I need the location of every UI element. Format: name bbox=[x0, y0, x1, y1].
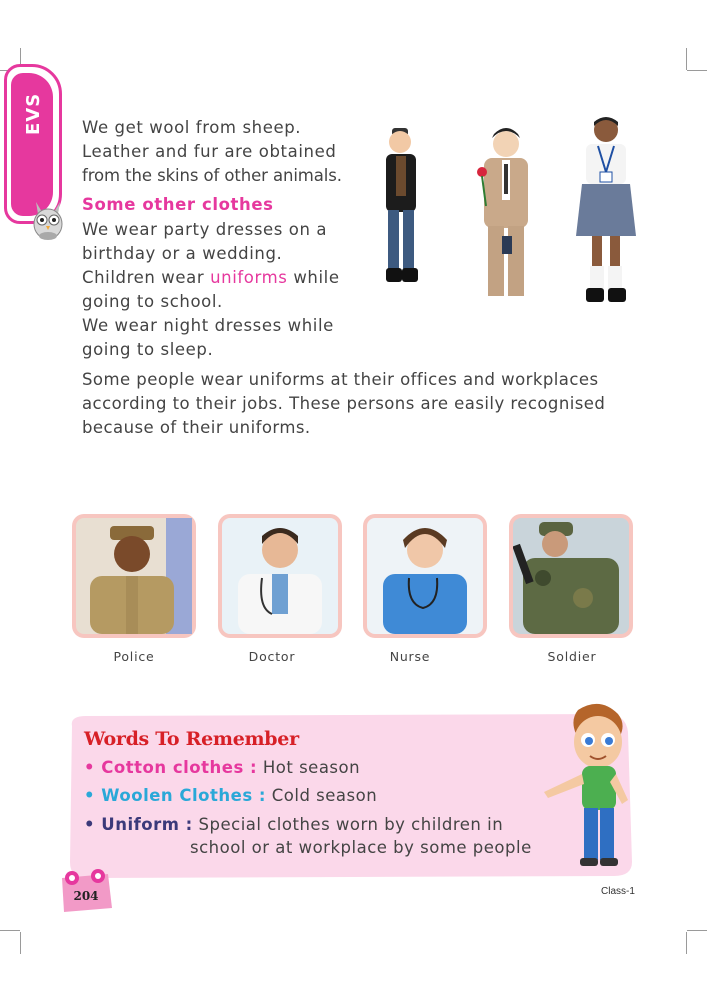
text-line: according to their jobs. These persons are easily recognised bbox=[82, 394, 606, 413]
word-item-woolen bbox=[84, 786, 377, 805]
class-label: Class-1 bbox=[601, 886, 635, 897]
crop-mark bbox=[687, 70, 707, 71]
word-definition: Cold season bbox=[266, 786, 378, 805]
doctor-card bbox=[218, 514, 342, 638]
crop-mark bbox=[20, 932, 21, 954]
text-line: Some people wear uniforms at their offices and workplaces bbox=[82, 370, 599, 389]
kid-uniform-figure bbox=[576, 117, 636, 302]
text-line: birthday or a wedding. bbox=[82, 244, 283, 263]
page-number: 204 bbox=[73, 889, 99, 903]
text-line: Leather and fur are obtained bbox=[82, 142, 337, 161]
text-line: while bbox=[287, 268, 340, 287]
word-definition: Special clothes worn by children in bbox=[192, 815, 504, 834]
police-label: Police bbox=[113, 649, 155, 664]
crop-mark bbox=[686, 932, 687, 954]
nurse-label: Nurse bbox=[389, 649, 431, 664]
doctor-photo-icon bbox=[222, 518, 338, 634]
text-line: going to school. bbox=[82, 292, 223, 311]
intro-paragraph bbox=[82, 116, 342, 188]
soldier-card bbox=[509, 514, 633, 638]
word-item-uniform-cont: school or at workplace by some people bbox=[190, 838, 532, 857]
nurse-photo-icon bbox=[367, 518, 483, 634]
police-card bbox=[72, 514, 196, 638]
soldier-label: Soldier bbox=[547, 649, 597, 664]
soldier-photo-icon bbox=[513, 518, 629, 634]
word-term: • Woolen Clothes : bbox=[84, 786, 267, 805]
word-term-text: Uniform : bbox=[101, 815, 193, 834]
crop-mark bbox=[0, 930, 20, 931]
word-definition: Hot season bbox=[257, 758, 361, 777]
subject-label: EVS bbox=[23, 92, 44, 135]
word-term: • Cotton clothes : bbox=[84, 758, 258, 777]
kid-jacket-figure bbox=[386, 128, 418, 282]
word-item-uniform bbox=[84, 815, 503, 834]
professions-row bbox=[0, 514, 707, 674]
text-line: going to sleep. bbox=[82, 340, 214, 359]
words-title: Words To Remember bbox=[84, 728, 299, 750]
text-line: We wear night dresses while bbox=[82, 316, 334, 335]
section-paragraph bbox=[82, 218, 340, 362]
word-item-cotton bbox=[84, 758, 360, 777]
section-heading: Some other clothes bbox=[82, 195, 274, 214]
highlight-uniforms: uniforms bbox=[210, 268, 288, 287]
word-term-text: Woolen Clothes : bbox=[101, 786, 267, 805]
nurse-card bbox=[363, 514, 487, 638]
text-line: because of their uniforms. bbox=[82, 418, 311, 437]
word-term: • Uniform : bbox=[84, 815, 193, 834]
cartoon-boy-icon bbox=[538, 700, 642, 870]
police-photo-icon bbox=[76, 518, 192, 634]
crop-mark bbox=[687, 930, 707, 931]
word-term-text: Cotton clothes : bbox=[101, 758, 258, 777]
workplace-paragraph bbox=[82, 368, 605, 440]
children-clothes-photo bbox=[366, 116, 648, 326]
text-line: Children wear bbox=[82, 268, 211, 287]
text-line: from the skins of other animals. bbox=[82, 166, 342, 185]
text-line: We get wool from sheep. bbox=[82, 118, 302, 137]
owl-mascot-icon bbox=[28, 198, 68, 242]
kid-suit-figure bbox=[477, 128, 528, 296]
crop-mark bbox=[686, 48, 687, 70]
doctor-label: Doctor bbox=[248, 649, 296, 664]
text-line: We wear party dresses on a bbox=[82, 220, 328, 239]
